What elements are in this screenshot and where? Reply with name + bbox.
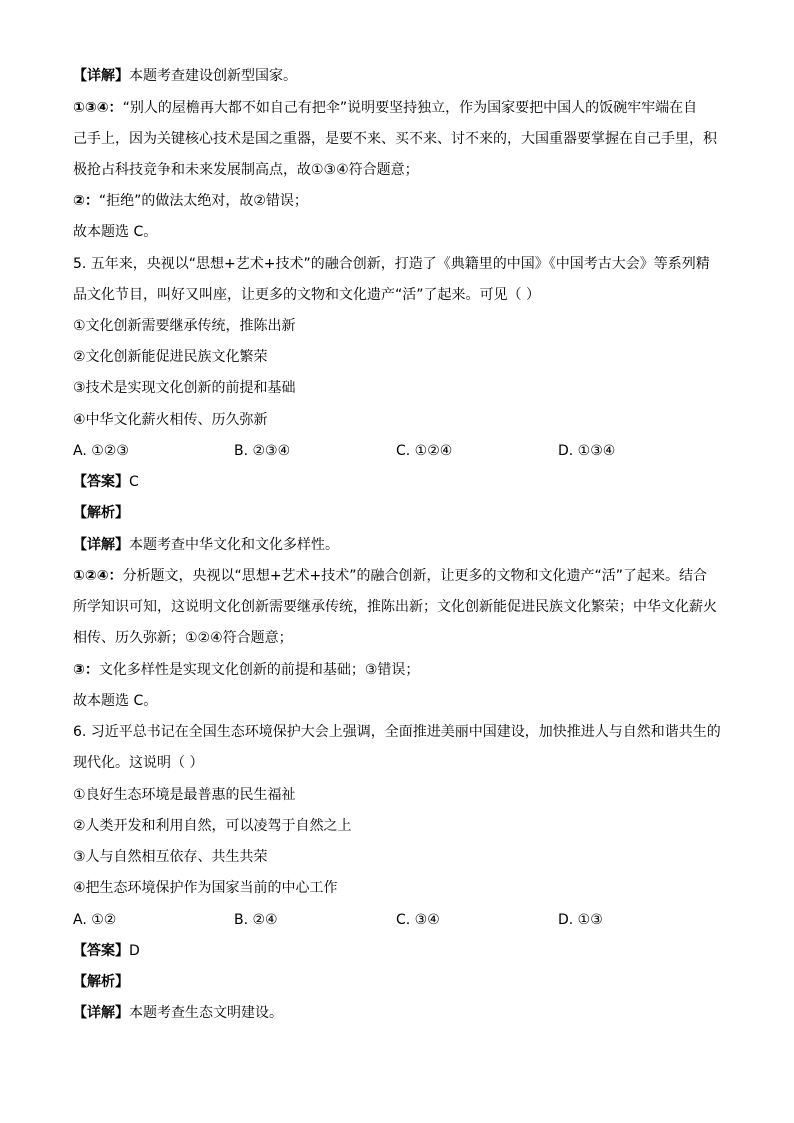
analysis-paragraph-line: 所学知识可知，这说明文化创新需要继承传统，推陈出新；文化创新能促进民族文化繁荣；中华文化薪火 (73, 599, 717, 615)
analysis-line (73, 661, 723, 679)
option-d: D. ①③ (558, 912, 603, 928)
conclusion-line: 故本题选 C。 (73, 224, 158, 240)
analysis-text: 分析题文，央视以“思想+艺术+技术”的融合创新，让更多的文物和文化遗产“活”了起来。结合 (122, 568, 708, 584)
analysis-heading (73, 973, 723, 991)
answer-tag: 【答案】 (73, 943, 129, 959)
detail-tag: 【详解】 (73, 68, 129, 84)
analysis-tag: ①③④： (73, 100, 123, 116)
analysis-heading-tag: 【解析】 (73, 974, 129, 990)
analysis-paragraph-line: 己手上，因为关键核心技术是国之重器，是要不来、买不来、讨不来的，大国重器要掌握在自己手里，积 (73, 131, 717, 147)
analysis-text: 文化多样性是实现文化创新的前提和基础；③错误； (98, 662, 420, 678)
analysis-tag: ③： (73, 662, 99, 678)
analysis-paragraph-line: 相传、历久弥新；①②④符合题意； (73, 630, 293, 646)
statement-item: ③人与自然相互依存、共生共荣 (73, 849, 268, 865)
option-d: D. ①③④ (558, 443, 616, 459)
analysis-tag: ①②④： (73, 568, 123, 584)
question-stem-line: 品文化节目，叫好又叫座，让更多的文物和文化遗产“活”了起来。可见（ ） (73, 287, 540, 303)
detail-text: 本题考查生态文明建设。 (129, 1005, 283, 1021)
analysis-text: “拒绝”的做法太绝对，故②错误； (98, 193, 308, 209)
statement-item: ④把生态环境保护作为国家当前的中心工作 (73, 880, 338, 896)
detail-tag: 【详解】 (73, 1005, 129, 1021)
answer-tag: 【答案】 (73, 474, 129, 490)
statement-item: ③技术是实现文化创新的前提和基础 (73, 380, 296, 396)
option-c: C. ③④ (396, 912, 440, 928)
option-c: C. ①②④ (396, 443, 453, 459)
analysis-heading-tag: 【解析】 (73, 505, 129, 521)
detail-text: 本题考查建设创新型国家。 (129, 68, 297, 84)
detail-text: 本题考查中华文化和文化多样性。 (129, 537, 339, 553)
detail-line (73, 67, 723, 85)
statement-item: ④中华文化薪火相传、历久弥新 (73, 412, 268, 428)
analysis-paragraph-line (73, 567, 723, 585)
answer-value: D (129, 943, 140, 959)
question-stem-line: 现代化。这说明（ ） (73, 755, 204, 771)
detail-tag: 【详解】 (73, 537, 129, 553)
option-b: B. ②③④ (234, 443, 291, 459)
statement-item: ②文化创新能促进民族文化繁荣 (73, 349, 268, 365)
statement-item: ①良好生态环境是最普惠的民生福祉 (73, 787, 296, 803)
option-a: A. ①② (73, 912, 117, 928)
detail-line (73, 1004, 723, 1022)
question-stem-line: 5. 五年来，央视以“思想+艺术+技术”的融合创新，打造了《典籍里的中国》《中国考古大会》等系列精 (73, 256, 710, 272)
detail-line (73, 536, 723, 554)
option-a: A. ①②③ (73, 443, 129, 459)
analysis-paragraph-line (73, 99, 723, 117)
conclusion-line: 故本题选 C。 (73, 693, 158, 709)
answer-value: C (129, 474, 139, 490)
answer-line (73, 942, 723, 960)
analysis-line (73, 192, 723, 210)
statement-item: ①文化创新需要继承传统，推陈出新 (73, 318, 296, 334)
analysis-paragraph-line: 极抢占科技竞争和未来发展制高点，故①③④符合题意； (73, 162, 419, 178)
option-b: B. ②④ (234, 912, 278, 928)
analysis-heading (73, 504, 723, 522)
question-stem-line: 6. 习近平总书记在全国生态环境保护大会上强调，全面推进美丽中国建设，加快推进人与自然和谐共生的 (73, 724, 721, 740)
statement-item: ②人类开发和利用自然，可以凌驾于自然之上 (73, 818, 352, 834)
analysis-text: “别人的屋檐再大都不如自己有把伞”说明要坚持独立，作为国家要把中国人的饭碗牢牢端在自 (122, 100, 698, 116)
analysis-tag: ②： (73, 193, 99, 209)
answer-line (73, 473, 723, 491)
